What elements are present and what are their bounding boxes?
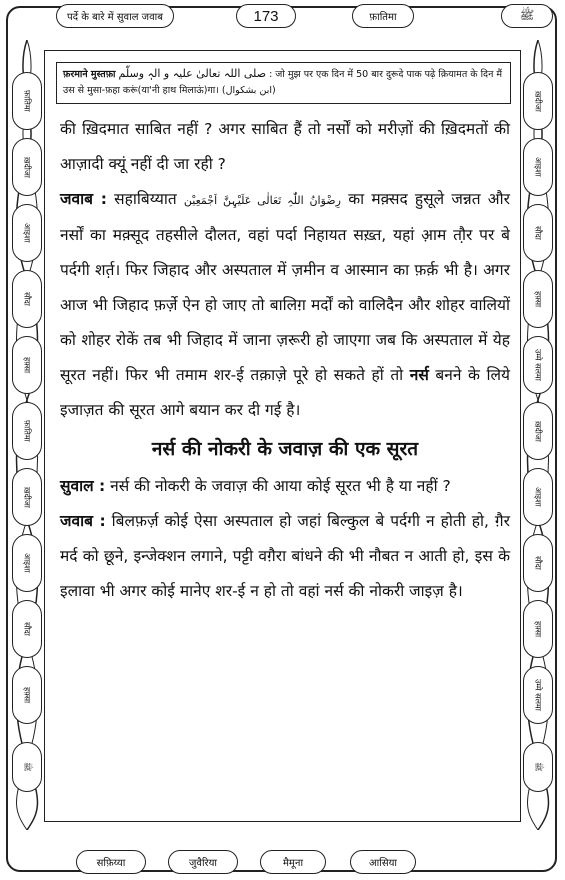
book-title-tab: पर्दे के बारे में सुवाल जवाब xyxy=(56,4,174,28)
corner-medallion-top-right: ﷺ xyxy=(501,4,553,28)
footer-tab: मैमूना xyxy=(260,850,326,874)
corner-medallion-bottom-right: ﷺ xyxy=(523,742,553,792)
arabic-salawat: صلی اللہ تعالیٰ علیہ و الہٖ وسلّم xyxy=(118,67,267,80)
side-medallion: हफ़्सा xyxy=(12,336,42,394)
answer-text: बिलफ़र्ज़ कोई ऐसा अस्पताल हो जहां बिल्कुल बे पर्दगी न होती हो, ग़ैर मर्द को छूने, इन्जेक्शन लगाने, पट्टी वग़ैरा बांधने की भी नौबत न आती हो, इस के इलावा भी अगर कोई मानेए शर-ई न हो तो वहां नर्स की नोकरी जाइज़ है। xyxy=(60,512,510,600)
side-medallion: सौदा xyxy=(523,534,553,592)
side-medallion: ख़दीजा xyxy=(12,138,42,196)
side-medallion: ख़दीजा xyxy=(12,468,42,526)
side-medallion: हफ़्सा xyxy=(12,666,42,724)
corner-medallion-bottom-left: ﷺ xyxy=(12,742,42,792)
farman-label: फ़रमाने मुस्तफ़ा xyxy=(63,69,116,80)
header-right-tab: फ़ातिमा xyxy=(352,4,414,28)
section-heading: नर्स की नोकरी के जवाज़ की एक सूरत xyxy=(151,438,419,460)
side-medallion: आइशा xyxy=(12,534,42,592)
farman-text: : जो मुझ पर एक दिन में 50 बार दुरूदे पाक पढ़े क़ियामत के दिन मैं उस से मुसा-फ़हा करूं(या'नी हाथ मिलाऊं)गा। xyxy=(63,69,503,96)
answer-label: जवाब : xyxy=(60,512,106,530)
side-medallion: ख़दीजा xyxy=(523,72,553,130)
footer-tab: जुवैरिया xyxy=(168,850,238,874)
question-paragraph xyxy=(60,469,510,504)
farman-source: (ابن بشکوال) xyxy=(221,85,276,96)
side-medallion: सौदा xyxy=(12,270,42,328)
bold-word-nurse: नर्स xyxy=(409,366,429,384)
question-text: नर्स की नोकरी के जवाज़ की आया कोई सूरत भी है या नहीं ? xyxy=(110,477,451,495)
side-medallion: आइशा xyxy=(523,138,553,196)
arabic-honorific: رِضْوَانُ اللّٰہِ تَعَالٰی عَلَیْہِنَّ اَجْمَعِیْن xyxy=(183,194,341,207)
question-label: सुवाल : xyxy=(60,477,106,495)
side-medallion: फ़ातिमा xyxy=(12,72,42,130)
side-medallion: आइशा xyxy=(523,468,553,526)
side-medallion: सौदा xyxy=(523,204,553,262)
footer-tab: सफ़िय्या xyxy=(76,850,146,874)
main-content xyxy=(60,112,510,609)
side-medallion: ख़दीजा xyxy=(523,402,553,460)
side-medallion: उम्मे सलमा xyxy=(523,666,553,724)
side-medallion: हफ़्सा xyxy=(523,270,553,328)
side-medallion: फ़ातिमा xyxy=(12,402,42,460)
footer-tab: आसिया xyxy=(350,850,416,874)
answer-paragraph xyxy=(60,504,510,609)
answer-label: जवाब : xyxy=(60,190,107,208)
answer-text: सहाबिय्यात xyxy=(114,190,177,208)
answer-text: बनने के लिये इजाज़त की सूरत आगे बयान कर दी गई है। xyxy=(60,366,510,419)
farman-box xyxy=(56,62,511,104)
answer-paragraph xyxy=(60,182,510,428)
page-number: 173 xyxy=(236,4,296,28)
answer-text: का मक़्सद हुसूले जन्नत और नर्सों का मक़्सूद तहसीले दौलत, वहां पर्दा निहायत सख़्त, यहां आ़म तौ़र पर बे पर्दगी शर्त़। फिर जिहाद और अस्पताल में ज़मीन व आस्मान का फ़र्क़ भी है। अगर आज भी जिहाद फ़र्ज़े ऐन हो जाए तो बालिग़ मर्दों को वालिदैन और शोहर वालियों को शोहर रोकें तब भी जिहाद में जाना ज़रूरी हो जाएगा जब कि अस्पताल में येह सूरत नहीं। फिर भी तमाम शर-ई तक़ाज़े पूरे हो सकते हों तो xyxy=(60,190,510,384)
side-medallion: सौदा xyxy=(12,600,42,658)
side-medallion: उम्मे सलमा xyxy=(523,336,553,394)
paragraph-continuation: की ख़िदमात साबित नहीं ? अगर साबित हैं तो नर्सों को मरीज़ों की ख़िदमतों की आज़ादी क्यूं नहीं दी जा रही ? xyxy=(60,120,510,173)
side-medallion: हफ़्सा xyxy=(523,600,553,658)
side-medallion: आइशा xyxy=(12,204,42,262)
